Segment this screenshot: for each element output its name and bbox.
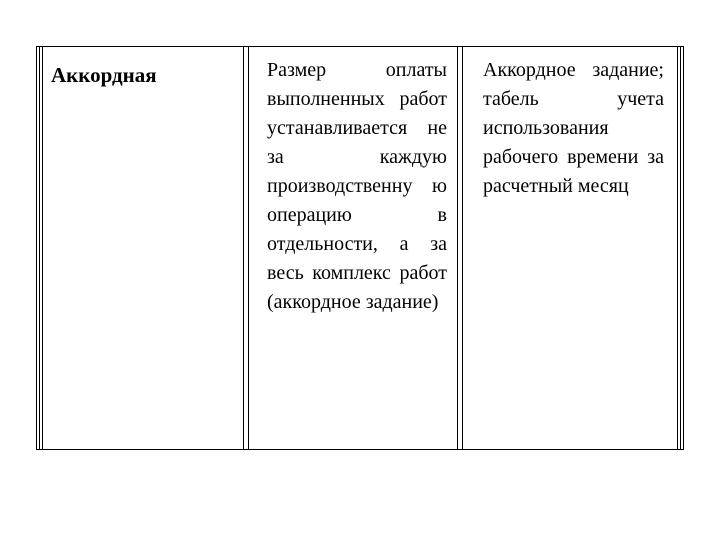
column-divider-2 [457, 47, 463, 449]
wage-form-table [36, 46, 684, 450]
table-left-border [39, 47, 43, 449]
wage-form-name-cell: Аккордная [51, 63, 157, 87]
wage-description-cell: Размер оплаты выполненных работ устанавливается не за каждую производственну ю операцию в отдельности, а за весь комплекс работ (аккордное задание) [267, 59, 447, 313]
supporting-documents-cell: Аккордное задание; табель учета использования рабочего времени за расчетный месяц [483, 59, 664, 197]
table-right-border [677, 47, 681, 449]
column-divider-1 [243, 47, 249, 449]
